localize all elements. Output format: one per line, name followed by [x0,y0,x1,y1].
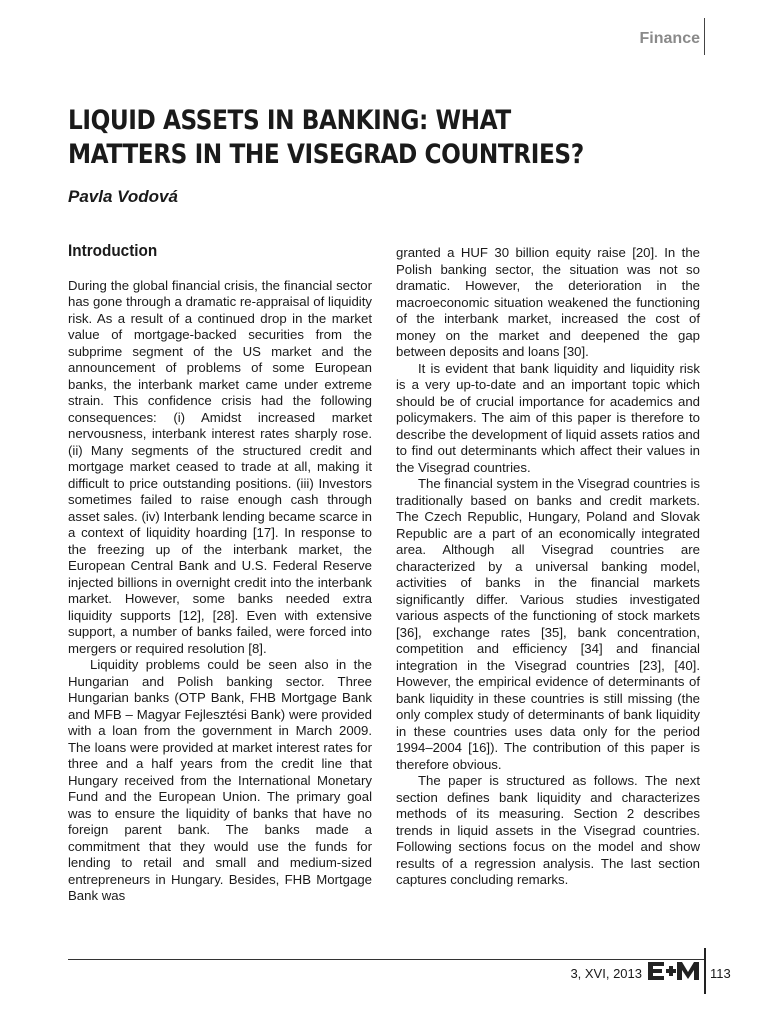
footer-rule [68,959,704,960]
body-paragraph: It is evident that bank liquidity and liquidity risk is a very up-to-date and an important topic which should be of crucial importance for academics and policymakers. The aim of this paper is therefore to describe the development of liquid assets ratios and to find out determinants which affect their values in the Visegrad countries. [396,360,700,475]
body-paragraph: The financial system in the Visegrad countries is traditionally based on banks and credit markets. The Czech Republic, Hungary, Poland and Slovak Republic are a part of an economically integrated area. Although all Visegrad countries are characterized by a universal banking model, activities of banks in the financial markets significantly differ. Various studies investigated various aspects of the functioning of stock markets [36], exchange rates [35], bank concentration, competition and efficiency [34] and financial integration in the Visegrad countries [23], [40]. However, the empirical evidence of determinants of bank liquidity in these countries is still missing (the only complex study of determinants of bank liquidity in these countries uses data only for the period 1994–2004 [16]). The contribution of this paper is therefore obvious. [396,476,700,772]
section-divider [704,18,705,55]
page-number-divider [704,948,706,994]
section-label: Finance [639,30,700,47]
body-paragraph: The paper is structured as follows. The next section defines bank liquidity and characterizes methods of its measuring. Section 2 describes trends in liquid assets in the Visegrad countries. Following sections focus on the model and show results of a regression analysis. The last section captures concluding remarks. [396,773,700,887]
title-line-2: MATTERS IN THE VISEGRAD COUNTRIES? [68,139,584,170]
issue-info: 3, XVI, 2013 [570,966,642,981]
page-number: 113 [710,966,731,981]
journal-logo-icon [648,961,700,981]
right-column [396,245,700,889]
author-name: Pavla Vodová [68,187,178,206]
section-heading: Introduction [68,241,158,260]
journal-logo [648,961,700,981]
body-paragraph: granted a HUF 30 billion equity raise [20]. In the Polish banking sector, the situation was not so dramatic. However, the deterioration in the macroeconomic situation weakened the functioning of the interbank market, increased the cost of money on the market and deepened the gap between deposits and loans [30]. [396,245,700,359]
left-column [68,243,372,905]
title-line-1: LIQUID ASSETS IN BANKING: WHAT [68,105,511,136]
article-title [68,104,618,172]
body-paragraph: During the global financial crisis, the financial sector has gone through a dramatic re-appraisal of liquidity risk. As a result of a continued drop in the market value of mortgage-backed securities from the subprime segment of the US market and the announcement of problems of some European banks, the interbank market came under extreme strain. This confidence crisis had the following consequences: (i) Amidst increased market nervousness, interbank interest rates sharply rose. (ii) Many segments of the structured credit and mortgage market ceased to trade at all, making it difficult to price outstanding positions. (iii) Investors sometimes failed to raise enough cash through asset sales. (iv) Interbank lending became scarce in a context of liquidity hoarding [17]. In response to the freezing up of the interbank market, the European Central Bank and U.S. Federal Reserve injected billions in overnight credit into the interbank market. However, some banks needed extra liquidity supports [12], [28]. Even with extensive support, a number of banks failed, were forced into mergers or required resolution [8]. [68,277,372,656]
body-paragraph: Liquidity problems could be seen also in the Hungarian and Polish banking sector. Three Hungarian banks (OTP Bank, FHB Mortgage Bank and MFB – Magyar Fejlesztési Bank) were provided with a loan from the government in March 2009. The loans were provided at market interest rates for three and a half years from the credit line that Hungary received from the International Monetary Fund and the European Union. The primary goal was to ensure the liquidity of banks that have no foreign parent bank. The banks made a commitment that they would use the funds for lending to retail and small and medium-sized entrepreneurs in Hungary. Besides, FHB Mortgage Bank was [68,657,372,903]
